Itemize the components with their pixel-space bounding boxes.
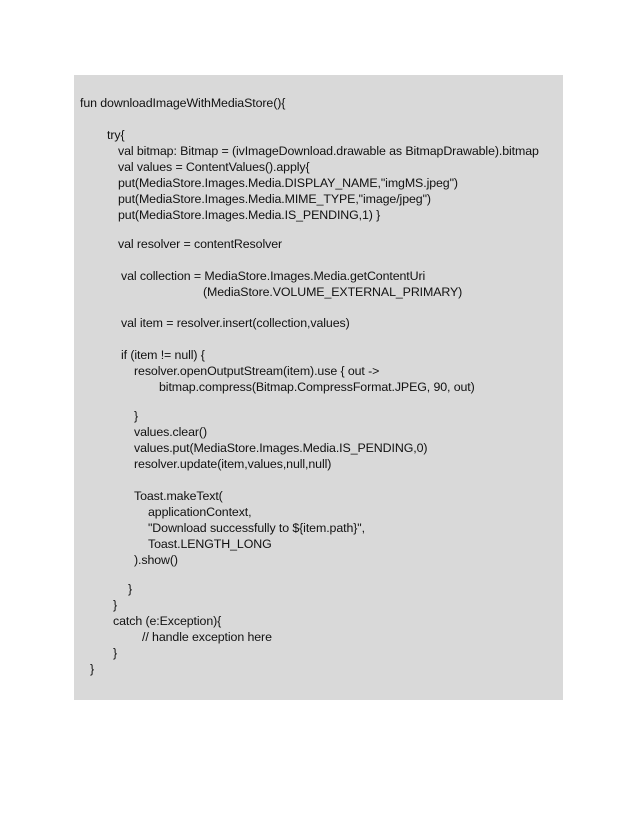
code-line: Toast.makeText(	[134, 489, 223, 503]
code-line: fun downloadImageWithMediaStore(){	[80, 96, 286, 110]
code-line: values.put(MediaStore.Images.Media.IS_PENDING,0)	[134, 441, 428, 455]
code-line: applicationContext,	[148, 505, 252, 519]
code-line: Toast.LENGTH_LONG	[148, 537, 272, 551]
code-line: resolver.openOutputStream(item).use { out ->	[134, 364, 380, 378]
code-line: val bitmap: Bitmap = (ivImageDownload.drawable as BitmapDrawable).bitmap	[118, 144, 539, 158]
code-line: values.clear()	[134, 425, 207, 439]
code-line: }	[113, 646, 118, 660]
code-line: ).show()	[134, 553, 178, 567]
code-line: val values = ContentValues().apply{	[118, 160, 310, 174]
code-line: val item = resolver.insert(collection,values)	[121, 316, 350, 330]
code-line: if (item != null) {	[121, 348, 205, 362]
code-line: put(MediaStore.Images.Media.DISPLAY_NAME,"imgMS.jpeg")	[118, 176, 458, 190]
code-line: }	[134, 409, 139, 423]
code-line: put(MediaStore.Images.Media.IS_PENDING,1) }	[118, 208, 381, 222]
code-line: try{	[107, 128, 125, 142]
code-line: }	[90, 662, 95, 676]
code-line: "Download successfully to ${item.path}",	[148, 521, 365, 535]
code-line: }	[113, 598, 118, 612]
code-line: bitmap.compress(Bitmap.CompressFormat.JPEG, 90, out)	[159, 380, 475, 394]
code-line: val collection = MediaStore.Images.Media.getContentUri	[121, 269, 426, 283]
code-block	[74, 75, 563, 700]
code-line: // handle exception here	[142, 630, 272, 644]
code-line: }	[128, 582, 133, 596]
code-line: val resolver = contentResolver	[118, 237, 283, 251]
code-line: put(MediaStore.Images.Media.MIME_TYPE,"image/jpeg")	[118, 192, 431, 206]
code-line: catch (e:Exception){	[113, 614, 222, 628]
code-line: resolver.update(item,values,null,null)	[134, 457, 332, 471]
code-line: (MediaStore.VOLUME_EXTERNAL_PRIMARY)	[203, 285, 463, 299]
